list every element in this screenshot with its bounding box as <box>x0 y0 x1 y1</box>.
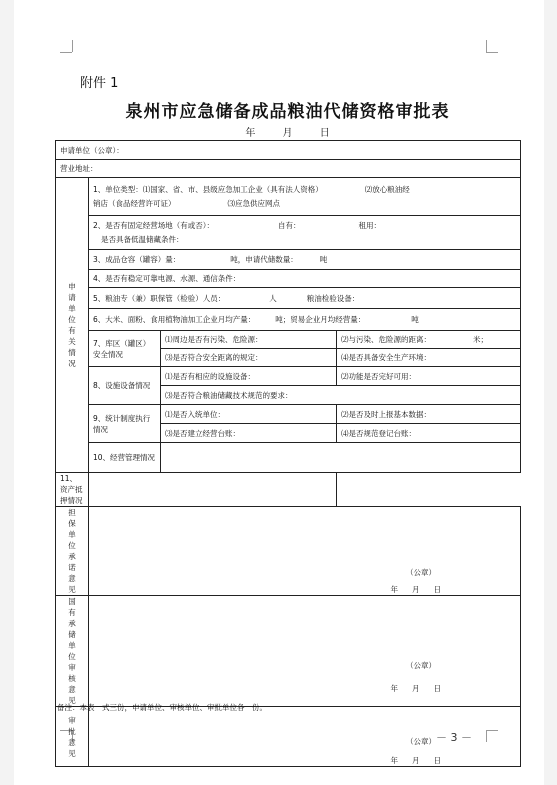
q10-field[interactable] <box>161 443 521 473</box>
opinion-label-text: 担保单位承诺意见 <box>68 508 76 594</box>
opinion-month: 月 <box>412 585 420 594</box>
q3-capacity[interactable] <box>89 250 521 270</box>
q1-line-c: 销店（食品经营许可证） <box>93 199 176 208</box>
q9-label: 9、统计制度执行情况 <box>89 405 161 443</box>
q7-item2-unit: 米； <box>473 335 488 344</box>
crop-mark-tl-v <box>72 40 73 52</box>
q3-unit1: 吨，申请代储数量： <box>230 255 298 264</box>
opinion-year: 年 <box>390 756 398 765</box>
opinion-label-text: 国有承储单位审核意见 <box>68 597 76 705</box>
opinion-field-state-storage[interactable] <box>89 596 521 707</box>
opinion-month: 月 <box>412 684 420 693</box>
q10-label: 10、经营管理情况 <box>89 443 161 473</box>
q11-field[interactable] <box>89 473 337 507</box>
q7-label: 7、库区（罐区）安全情况 <box>89 331 161 367</box>
q7-item3[interactable]: ⑶是否符合安全距离的规定： <box>161 349 337 367</box>
q2-line-b: 是否具备低温储藏条件： <box>101 235 184 244</box>
applicant-field[interactable]: 申请单位（公章）： <box>56 141 521 160</box>
opinion-month: 月 <box>412 756 420 765</box>
q6-trade: 吨；贸易企业月均经营量： <box>275 315 366 324</box>
row-q1 <box>56 178 521 216</box>
q4-utilities[interactable]: 4、是否有稳定可靠电源、水源、通信条件： <box>89 270 521 288</box>
opinion-label-state-storage <box>56 596 89 707</box>
q1-unit-type[interactable] <box>89 178 521 216</box>
q8-item2[interactable]: ⑵功能是否完好可用： <box>337 367 521 386</box>
q2-site[interactable] <box>89 216 521 250</box>
opinion-year: 年 <box>390 585 398 594</box>
q2-line-a: 2、是否有固定经营场地（有或否）： <box>93 221 215 230</box>
row-q2 <box>56 216 521 250</box>
row-q4 <box>56 270 521 288</box>
q9-item3[interactable]: ⑶是否建立经营台账： <box>161 424 337 443</box>
q6-output[interactable] <box>89 309 521 331</box>
q3-label: 3、成品仓容（罐容）量： <box>93 255 181 264</box>
q7-item1[interactable]: ⑴周边是否有污染、危险源： <box>161 331 337 349</box>
row-guarantor-opinion <box>56 507 521 596</box>
crop-mark-tl-h <box>60 52 72 53</box>
row-q10 <box>56 443 521 473</box>
crop-mark-tr-v <box>486 40 487 52</box>
q2-own: 自有： <box>278 221 301 230</box>
section-label-applicant-info <box>56 178 89 473</box>
row-q9a <box>56 405 521 424</box>
opinion-field-guarantor[interactable] <box>89 507 521 596</box>
opinion-date <box>93 683 516 694</box>
q1-line-a: 1、单位类型：⑴国家、省、市、县级应急加工企业（具有法人资格） <box>93 185 323 194</box>
q1-line-b: ⑵放心粮油经 <box>364 185 410 194</box>
q11-label: 11、资产抵押情况 <box>56 473 89 507</box>
opinion-label-guarantor <box>56 507 89 596</box>
q9-item4[interactable]: ⑷是否规范登记台账： <box>337 424 521 443</box>
row-q11 <box>56 473 521 507</box>
row-q5 <box>56 288 521 309</box>
opinion-seal: （公章） <box>406 661 436 670</box>
row-q6 <box>56 309 521 331</box>
q7-item2-label: ⑵与污染、危险源的距离： <box>341 335 431 344</box>
row-address <box>56 160 521 178</box>
form-title: 泉州市应急储备成品粮油代储资格审批表 <box>125 102 450 122</box>
address-field[interactable]: 营业地址： <box>56 160 521 178</box>
q7-item2[interactable] <box>337 331 521 349</box>
q1-line-d: ⑶应急供应网点 <box>227 199 280 208</box>
row-state-storage-opinion <box>56 596 521 707</box>
opinion-seal: （公章） <box>406 568 436 577</box>
q8-item3[interactable]: ⑶是否符合粮油储藏技术规范的要求： <box>161 386 521 405</box>
opinion-seal: （公章） <box>406 737 436 746</box>
crop-mark-tr-h <box>486 52 498 53</box>
q5-equipment: 粮油检验设备： <box>306 293 360 303</box>
attachment-label: 附件 1 <box>80 76 119 91</box>
row-q3 <box>56 250 521 270</box>
opinion-day: 日 <box>433 585 441 594</box>
date-line <box>55 124 520 139</box>
page-number: － 3 － <box>436 731 472 744</box>
opinion-label-approval <box>56 707 89 767</box>
opinion-date <box>93 584 516 595</box>
q8-item1[interactable]: ⑴是否有相应的设施设备： <box>161 367 337 386</box>
row-q7a <box>56 331 521 349</box>
date-day: 日 <box>319 128 330 139</box>
opinion-year: 年 <box>390 684 398 693</box>
date-year: 年 <box>245 128 256 139</box>
section-label-text: 申请单位有关情况 <box>68 282 76 368</box>
opinion-day: 日 <box>433 684 441 693</box>
opinion-label-text: 审批意见 <box>68 715 76 758</box>
date-month: 月 <box>282 128 293 139</box>
q7-item4[interactable]: ⑷是否具备安全生产环境： <box>337 349 521 367</box>
q9-item2[interactable]: ⑵是否及时上报基本数据： <box>337 405 521 424</box>
q6-unit: 吨 <box>411 315 419 324</box>
footnote: 备注：本表一式三份，申请单位、审核单位、审批单位各一份。 <box>57 703 267 712</box>
q2-rent: 租用： <box>358 221 382 230</box>
opinion-date <box>93 755 516 766</box>
opinion-day: 日 <box>433 756 441 765</box>
q5-unit: 人 <box>269 293 277 303</box>
q8-label: 8、设施设备情况 <box>89 367 161 405</box>
q3-unit2: 吨 <box>319 255 328 264</box>
row-applicant <box>56 141 521 160</box>
q9-item1[interactable]: ⑴是否入统单位： <box>161 405 337 424</box>
q6-label: 6、大米、面粉、食用植物油加工企业月均产量： <box>93 315 256 324</box>
approval-form-table <box>55 140 521 767</box>
q5-staff[interactable] <box>89 288 521 309</box>
row-q8a <box>56 367 521 386</box>
q5-label: 5、粮油专（兼）职保管（检验）人员： <box>93 293 226 303</box>
